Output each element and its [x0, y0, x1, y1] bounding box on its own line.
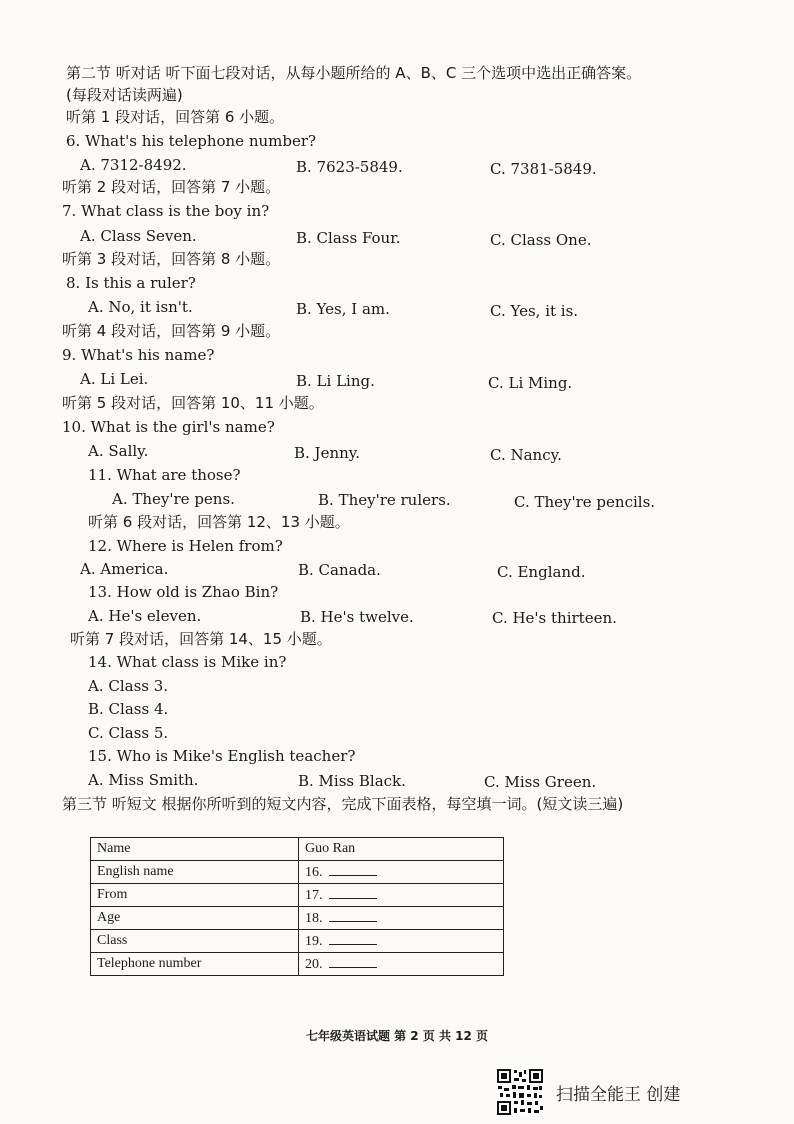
q9-option-c: C. Li Ming.: [488, 374, 573, 392]
question-9: 9. What's his name?: [62, 346, 215, 364]
q10-option-b: B. Jenny.: [294, 444, 361, 462]
q13-option-b: B. He's twelve.: [300, 608, 414, 626]
table-row: [91, 930, 504, 953]
answer-blank[interactable]: [329, 886, 377, 899]
row-label: Age: [91, 907, 299, 930]
table-row: [91, 861, 504, 884]
q9-option-b: B. Li Ling.: [296, 372, 375, 390]
row-label: From: [91, 884, 299, 907]
q11-option-a: A. They're pens.: [112, 490, 235, 508]
q6-option-c: C. 7381-5849.: [490, 160, 597, 178]
section2-title: 第二节 听对话 听下面七段对话，从每小题所给的 A、B、C 三个选项中选出正确答案。: [66, 64, 642, 82]
question-15: 15. Who is Mike's English teacher?: [88, 747, 356, 765]
q14-option-c: C. Class 5.: [88, 724, 169, 742]
q7-option-c: C. Class One.: [490, 231, 592, 249]
q8-option-a: A. No, it isn't.: [88, 298, 193, 316]
question-6: 6. What's his telephone number?: [66, 132, 317, 150]
q14-option-a: A. Class 3.: [88, 677, 169, 695]
row-label: Class: [91, 930, 299, 953]
q10-option-c: C. Nancy.: [490, 446, 562, 464]
row-value-blank[interactable]: [299, 884, 504, 907]
question-10: 10. What is the girl's name?: [62, 418, 275, 436]
question-8: 8. Is this a ruler?: [66, 274, 196, 292]
q8-option-c: C. Yes, it is.: [490, 302, 579, 320]
table-row: [91, 907, 504, 930]
question-12: 12. Where is Helen from?: [88, 537, 283, 555]
q9-option-a: A. Li Lei.: [80, 370, 149, 388]
row-value-blank[interactable]: [299, 861, 504, 884]
row-label: Telephone number: [91, 953, 299, 976]
section3-title: 第三节 听短文 根据你所听到的短文内容，完成下面表格，每空填一词。(短文读三遍): [62, 795, 624, 813]
q13-option-a: A. He's eleven.: [88, 607, 202, 625]
q15-option-c: C. Miss Green.: [484, 773, 597, 791]
row-value-blank[interactable]: [299, 907, 504, 930]
table-row: [91, 884, 504, 907]
answer-blank[interactable]: [329, 863, 377, 876]
blank-number: 18.: [305, 911, 323, 926]
dialogue-2-instruction: 听第 2 段对话，回答第 7 小题。: [62, 178, 281, 196]
q15-option-b: B. Miss Black.: [298, 772, 406, 790]
q12-option-b: B. Canada.: [298, 561, 381, 579]
row-value: Guo Ran: [299, 838, 504, 861]
q10-option-a: A. Sally.: [88, 442, 149, 460]
section2-note: (每段对话读两遍): [66, 86, 183, 104]
q8-option-b: B. Yes, I am.: [296, 300, 390, 318]
q7-option-a: A. Class Seven.: [80, 227, 197, 245]
dialogue-4-instruction: 听第 4 段对话，回答第 9 小题。: [62, 322, 281, 340]
qr-code-icon: [496, 1068, 544, 1116]
row-label: Name: [91, 838, 299, 861]
question-14: 14. What class is Mike in?: [88, 653, 287, 671]
table-row: [91, 953, 504, 976]
blank-number: 19.: [305, 934, 323, 949]
row-value-blank[interactable]: [299, 953, 504, 976]
question-7: 7. What class is the boy in?: [62, 202, 270, 220]
q6-option-b: B. 7623-5849.: [296, 158, 403, 176]
blank-number: 16.: [305, 865, 323, 880]
q14-option-b: B. Class 4.: [88, 700, 169, 718]
dialogue-6-instruction: 听第 6 段对话，回答第 12、13 小题。: [88, 513, 350, 531]
blank-number: 17.: [305, 888, 323, 903]
answer-blank[interactable]: [329, 932, 377, 945]
dialogue-5-instruction: 听第 5 段对话，回答第 10、11 小题。: [62, 394, 324, 412]
dialogue-3-instruction: 听第 3 段对话，回答第 8 小题。: [62, 250, 281, 268]
info-table: [90, 837, 504, 976]
blank-number: 20.: [305, 957, 323, 972]
scanner-watermark: 扫描全能王 创建: [556, 1085, 681, 1105]
row-value-blank[interactable]: [299, 930, 504, 953]
q7-option-b: B. Class Four.: [296, 229, 401, 247]
question-11: 11. What are those?: [88, 466, 241, 484]
dialogue-1-instruction: 听第 1 段对话，回答第 6 小题。: [66, 108, 285, 126]
q12-option-c: C. England.: [497, 563, 586, 581]
answer-blank[interactable]: [329, 909, 377, 922]
row-label: English name: [91, 861, 299, 884]
table-row: [91, 838, 504, 861]
q6-option-a: A. 7312-8492.: [80, 156, 187, 174]
q11-option-c: C. They're pencils.: [514, 493, 656, 511]
q13-option-c: C. He's thirteen.: [492, 609, 617, 627]
dialogue-7-instruction: 听第 7 段对话，回答第 14、15 小题。: [70, 630, 332, 648]
q12-option-a: A. America.: [80, 560, 169, 578]
page-footer: 七年级英语试题 第 2 页 共 12 页: [305, 1029, 489, 1043]
answer-blank[interactable]: [329, 955, 377, 968]
question-13: 13. How old is Zhao Bin?: [88, 583, 279, 601]
q11-option-b: B. They're rulers.: [318, 491, 451, 509]
q15-option-a: A. Miss Smith.: [88, 771, 199, 789]
